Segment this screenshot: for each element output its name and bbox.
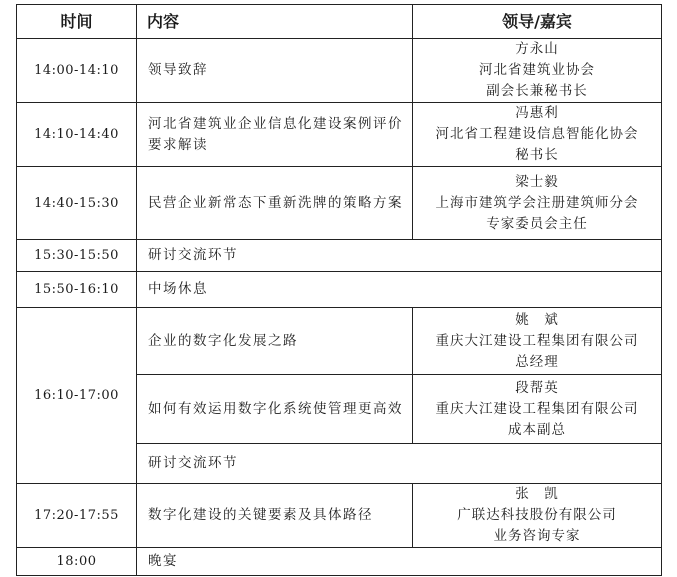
row-content: 如何有效运用数字化系统使管理更高效 (137, 375, 413, 444)
guest-title: 专家委员会主任 (486, 215, 588, 232)
table-row (17, 240, 662, 272)
guest-name: 张 凯 (515, 486, 559, 502)
row-time: 14:10-14:40 (17, 103, 137, 167)
table-row (17, 484, 662, 548)
row-time: 17:20-17:55 (17, 484, 137, 548)
row-content: 晚宴 (137, 548, 662, 576)
guest-org: 上海市建筑学会注册建筑师分会 (435, 194, 639, 211)
row-guest (413, 103, 662, 167)
guest-title: 总经理 (515, 353, 559, 370)
row-time: 14:40-15:30 (17, 167, 137, 240)
row-time: 14:00-14:10 (17, 39, 137, 103)
table-row (17, 272, 662, 308)
guest-org: 重庆大江建设工程集团有限公司 (435, 400, 639, 417)
row-content: 研讨交流环节 (137, 444, 662, 484)
header-guest: 领导/嘉宾 (413, 5, 662, 39)
row-time: 15:50-16:10 (17, 272, 137, 308)
guest-org: 河北省工程建设信息智能化协会 (435, 126, 639, 142)
guest-org: 河北省建筑业协会 (479, 62, 595, 78)
table-row (17, 548, 662, 576)
row-content: 研讨交流环节 (137, 240, 662, 272)
row-time: 16:10-17:00 (17, 308, 137, 484)
row-guest (413, 375, 662, 444)
row-time: 15:30-15:50 (17, 240, 137, 272)
header-content: 内容 (137, 5, 413, 39)
row-content: 中场休息 (137, 272, 662, 308)
table-row (17, 103, 662, 167)
table-header-row (17, 5, 662, 39)
row-content: 民营企业新常态下重新洗牌的策略方案 (137, 167, 413, 240)
row-guest (413, 39, 662, 103)
header-time: 时间 (17, 5, 137, 39)
guest-name: 姚 斌 (515, 311, 559, 328)
row-content: 河北省建筑业企业信息化建设案例评价要求解读 (137, 103, 413, 167)
guest-name: 方永山 (515, 41, 559, 57)
table-row (17, 39, 662, 103)
guest-title: 成本副总 (508, 421, 566, 438)
guest-title: 秘书长 (515, 147, 559, 163)
row-time: 18:00 (17, 548, 137, 576)
guest-title: 业务咨询专家 (493, 528, 581, 544)
row-content: 企业的数字化发展之路 (137, 308, 413, 375)
table-row (17, 167, 662, 240)
row-content: 领导致辞 (137, 39, 413, 103)
row-guest (413, 167, 662, 240)
guest-title: 副会长兼秘书长 (486, 83, 588, 99)
guest-name: 梁士毅 (515, 173, 559, 190)
row-content: 数字化建设的关键要素及具体路径 (137, 484, 413, 548)
row-guest (413, 484, 662, 548)
guest-org: 重庆大江建设工程集团有限公司 (435, 332, 639, 349)
table-row (17, 308, 662, 375)
agenda-table (16, 4, 662, 576)
guest-org: 广联达科技股份有限公司 (457, 507, 617, 523)
guest-name: 段帮英 (515, 379, 559, 396)
guest-name: 冯惠利 (515, 105, 559, 121)
row-guest (413, 308, 662, 375)
